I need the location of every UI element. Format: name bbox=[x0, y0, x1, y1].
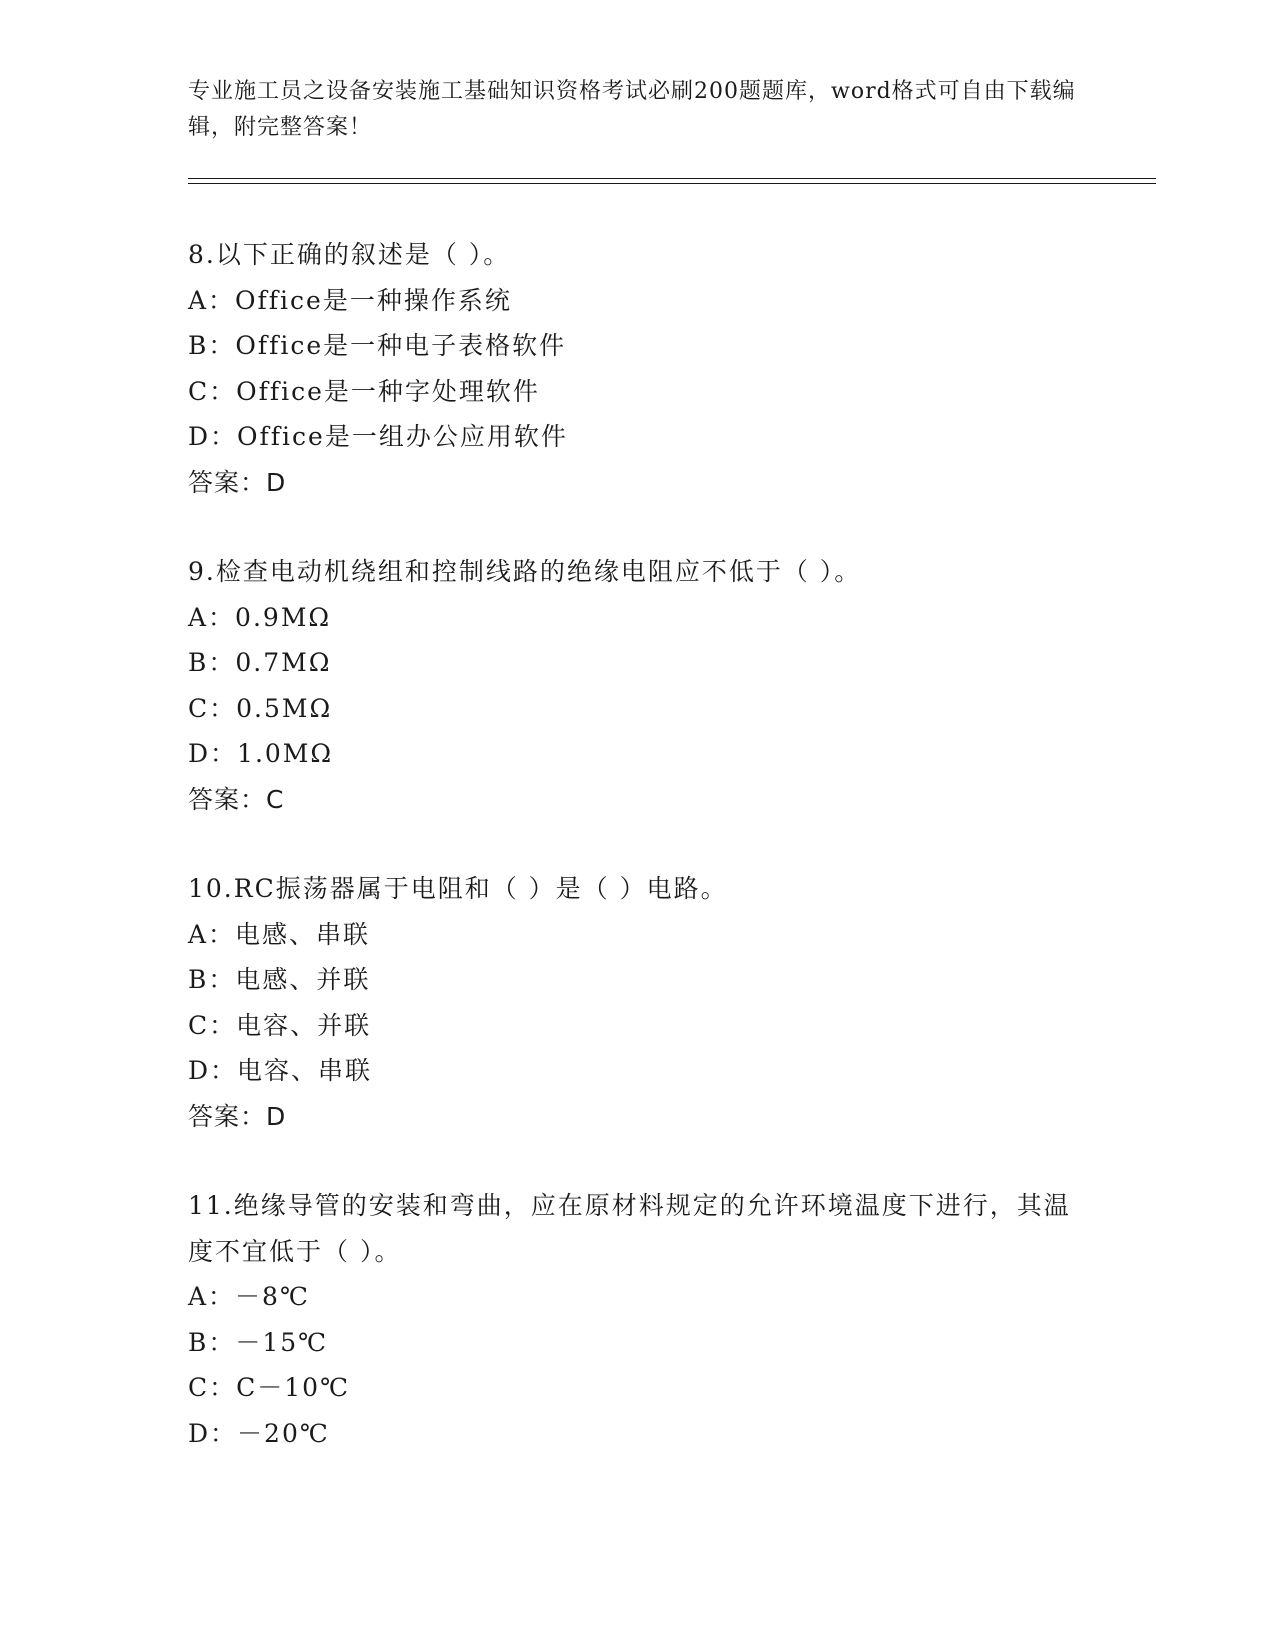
option-c: C：电容、并联 bbox=[188, 1010, 372, 1040]
question-stem: 10.RC振荡器属于电阻和（ ）是（ ）电路。 bbox=[188, 874, 728, 903]
option-a: A：0.9MΩ bbox=[188, 602, 332, 632]
header-divider-bottom bbox=[188, 183, 1156, 184]
option-a: A：电感、串联 bbox=[188, 919, 371, 949]
option-d: D：Office是一组办公应用软件 bbox=[188, 422, 568, 451]
answer-label: 答案：D bbox=[188, 1101, 287, 1131]
option-b: B：0.7MΩ bbox=[188, 648, 332, 677]
option-c: C：Office是一种字处理软件 bbox=[188, 376, 540, 406]
option-d: D：1.0MΩ bbox=[188, 739, 334, 768]
document-header: 专业施工员之设备安装施工基础知识资格考试必刷200题题库，word格式可自由下载编辑，附完整答案！ bbox=[188, 79, 1076, 140]
option-d: D：－20℃ bbox=[188, 1418, 330, 1448]
question-stem: 11.绝缘导管的安装和弯曲，应在原材料规定的允许环境温度下进行，其温度不宜低于（ ）。 bbox=[188, 1191, 1071, 1266]
option-b: B：Office是一种电子表格软件 bbox=[188, 331, 567, 360]
question-11 bbox=[188, 1183, 1088, 1456]
question-10 bbox=[188, 866, 1088, 1139]
question-9 bbox=[188, 549, 1088, 822]
header-divider-top bbox=[188, 178, 1156, 179]
option-d: D：电容、串联 bbox=[188, 1056, 373, 1085]
question-8 bbox=[188, 232, 1088, 505]
option-b: B：－15℃ bbox=[188, 1327, 329, 1357]
answer-label: 答案：C bbox=[188, 784, 285, 814]
option-b: B：电感、并联 bbox=[188, 965, 371, 994]
question-stem: 8.以下正确的叙述是（ ）。 bbox=[188, 240, 511, 269]
question-stem: 9.检查电动机绕组和控制线路的绝缘电阻应不低于（ ）。 bbox=[188, 557, 862, 586]
option-a: A：－8℃ bbox=[188, 1282, 310, 1311]
question-list bbox=[188, 232, 1088, 1500]
option-a: A：Office是一种操作系统 bbox=[188, 285, 512, 315]
option-c: C：0.5MΩ bbox=[188, 693, 333, 723]
option-c: C：C－10℃ bbox=[188, 1373, 351, 1402]
answer-label: 答案：D bbox=[188, 467, 287, 497]
